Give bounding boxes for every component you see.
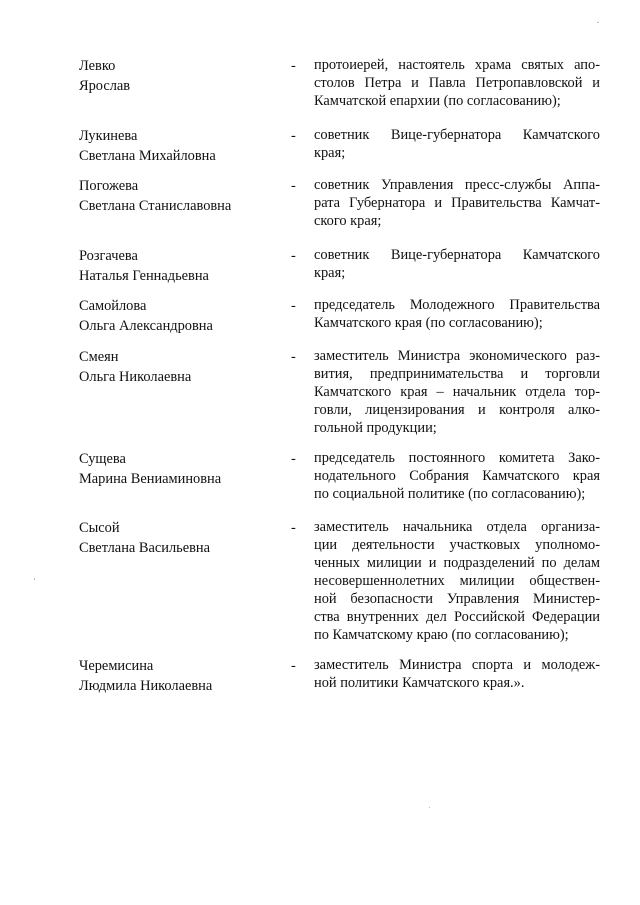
member-name — [79, 347, 269, 387]
member-given-name: Ярослав — [79, 78, 131, 94]
position-line: ченных милиции и подразделений по делам — [314, 555, 600, 571]
scan-speck — [429, 807, 430, 808]
position-line: края; — [314, 265, 346, 281]
member-position — [314, 518, 600, 644]
position-line: советник Вице-губернатора Камчатского — [314, 127, 600, 143]
position-line: ции деятельности участковых уполномо- — [314, 537, 600, 553]
scan-speck — [34, 578, 35, 580]
position-line: столов Петра и Павла Петропавловской и — [314, 75, 600, 91]
member-given-name: Светлана Михайловна — [79, 148, 216, 164]
position-line: рата Губернатора и Правительства Камчат- — [314, 195, 600, 211]
member-name — [79, 518, 269, 558]
member-surname: Левко — [79, 58, 116, 74]
position-line: заместитель Министра спорта и молодеж- — [314, 657, 600, 673]
separator-dash: - — [291, 520, 296, 536]
position-line: вития, предпринимательства и торговли — [314, 366, 600, 382]
position-line: несовершеннолетних милиции обществен- — [314, 573, 600, 589]
member-position — [314, 176, 600, 230]
member-name — [79, 56, 269, 96]
position-line: председатель Молодежного Правительства — [314, 297, 600, 313]
position-line: ства внутренних дел Российской Федерации — [314, 609, 600, 625]
position-line: гольной продукции; — [314, 420, 437, 436]
position-line: по социальной политике (по согласованию); — [314, 486, 586, 502]
separator-dash: - — [291, 298, 296, 314]
member-surname: Розгачева — [79, 248, 138, 264]
member-name — [79, 296, 269, 336]
separator-dash: - — [291, 248, 296, 264]
position-line: ной политики Камчатского края.». — [314, 675, 525, 691]
member-given-name: Ольга Александровна — [79, 318, 213, 334]
position-line: по Камчатскому краю (по согласованию); — [314, 627, 569, 643]
member-given-name: Марина Вениаминовна — [79, 471, 222, 487]
member-surname: Лукинева — [79, 128, 138, 144]
position-line: нодательного Собрания Камчатского края — [314, 468, 600, 484]
member-given-name: Людмила Николаевна — [79, 678, 213, 694]
member-position — [314, 656, 600, 692]
member-surname: Погожева — [79, 178, 139, 194]
member-position — [314, 347, 600, 437]
member-position — [314, 126, 600, 162]
member-position — [314, 449, 600, 503]
member-position — [314, 246, 600, 282]
position-line: Камчатского края (по согласованию); — [314, 315, 543, 331]
member-name — [79, 126, 269, 166]
separator-dash: - — [291, 349, 296, 365]
position-line: заместитель Министра экономического раз- — [314, 348, 600, 364]
member-given-name: Ольга Николаевна — [79, 369, 192, 385]
position-line: советник Вице-губернатора Камчатского — [314, 247, 600, 263]
member-surname: Черемисина — [79, 658, 154, 674]
member-name — [79, 246, 269, 286]
separator-dash: - — [291, 658, 296, 674]
member-given-name: Светлана Васильевна — [79, 540, 210, 556]
position-line: края; — [314, 145, 346, 161]
member-surname: Самойлова — [79, 298, 147, 314]
member-given-name: Светлана Станиславовна — [79, 198, 232, 214]
position-line: говли, лицензирования и контроля алко- — [314, 402, 600, 418]
position-line: ского края; — [314, 213, 382, 229]
member-name — [79, 656, 269, 696]
position-line: Камчатской епархии (по согласованию); — [314, 93, 561, 109]
member-position — [314, 56, 600, 110]
scan-speck — [597, 22, 599, 23]
position-line: протоиерей, настоятель храма святых апо- — [314, 57, 600, 73]
position-line: председатель постоянного комитета Зако- — [314, 450, 600, 466]
position-line: ной безопасности Управления Министер- — [314, 591, 600, 607]
position-line: советник Управления пресс-службы Аппа- — [314, 177, 600, 193]
member-name — [79, 449, 269, 489]
member-surname: Смеян — [79, 349, 119, 365]
member-given-name: Наталья Геннадьевна — [79, 268, 209, 284]
member-name — [79, 176, 269, 216]
member-surname: Сысой — [79, 520, 120, 536]
separator-dash: - — [291, 58, 296, 74]
member-surname: Сущева — [79, 451, 126, 467]
separator-dash: - — [291, 178, 296, 194]
separator-dash: - — [291, 451, 296, 467]
separator-dash: - — [291, 128, 296, 144]
position-line: Камчатского края – начальник отдела тор- — [314, 384, 600, 400]
position-line: заместитель начальника отдела организа- — [314, 519, 600, 535]
member-position — [314, 296, 600, 332]
